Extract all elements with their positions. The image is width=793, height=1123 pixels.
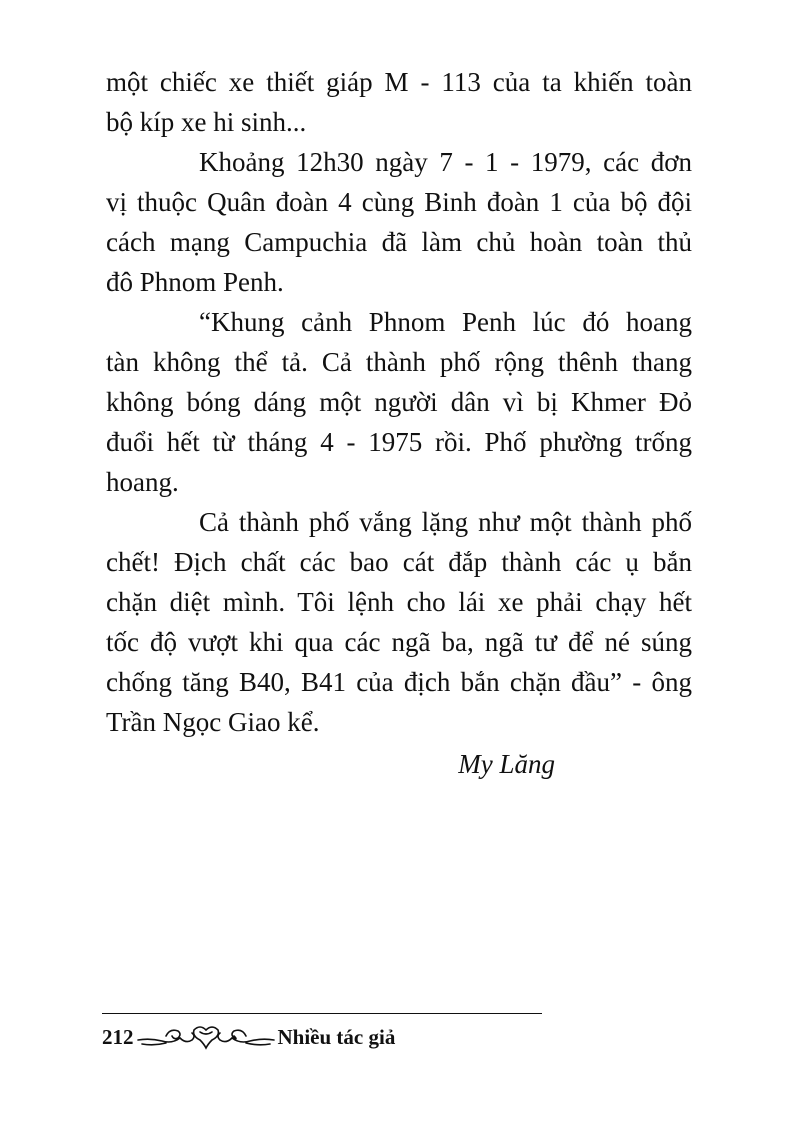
text-line: cách mạng Campuchia đã làm chủ hoàn toàn thủ (106, 227, 692, 257)
text-line: chống tăng B40, B41 của địch bắn chặn đầu” - ông (106, 667, 692, 697)
text-line: tàn không thể tả. Cả thành phố rộng thênh thang (106, 347, 692, 377)
text-line: bộ kíp xe hi sinh... (106, 107, 307, 137)
text-line: chặn diệt mình. Tôi lệnh cho lái xe phải chạy hết (106, 587, 692, 617)
text-line: chết! Địch chất các bao cát đắp thành các ụ bắn (106, 547, 692, 577)
text-line: một chiếc xe thiết giáp M - 113 của ta khiến toàn (106, 67, 692, 97)
text-line: không bóng dáng một người dân vì bị Khmer Đỏ (106, 387, 692, 417)
paragraph-start-line: Cả thành phố vắng lặng như một thành phố (199, 507, 692, 537)
page-number: 212 (102, 1025, 134, 1049)
text-line: hoang. (106, 467, 179, 497)
flourish-ornament-icon (136, 1022, 276, 1052)
article-body (106, 62, 692, 784)
running-title: Nhiều tác giả (277, 1025, 396, 1049)
text-line: đô Phnom Penh. (106, 267, 284, 297)
text-line: vị thuộc Quân đoàn 4 cùng Binh đoàn 1 của bộ đội (106, 187, 692, 217)
paragraph-start-line: Khoảng 12h30 ngày 7 - 1 - 1979, các đơn (199, 147, 692, 177)
text-line: Trần Ngọc Giao kể. (106, 707, 320, 737)
text-line: tốc độ vượt khi qua các ngã ba, ngã tư để né súng (106, 627, 692, 657)
page-footer (102, 1013, 542, 1052)
text-line: đuổi hết từ tháng 4 - 1975 rồi. Phố phường trống (106, 427, 692, 457)
footer-divider (102, 1013, 542, 1014)
paragraph-start-line: “Khung cảnh Phnom Penh lúc đó hoang (199, 307, 692, 337)
footer-row (102, 1022, 542, 1052)
author-signature: My Lăng (458, 749, 555, 779)
